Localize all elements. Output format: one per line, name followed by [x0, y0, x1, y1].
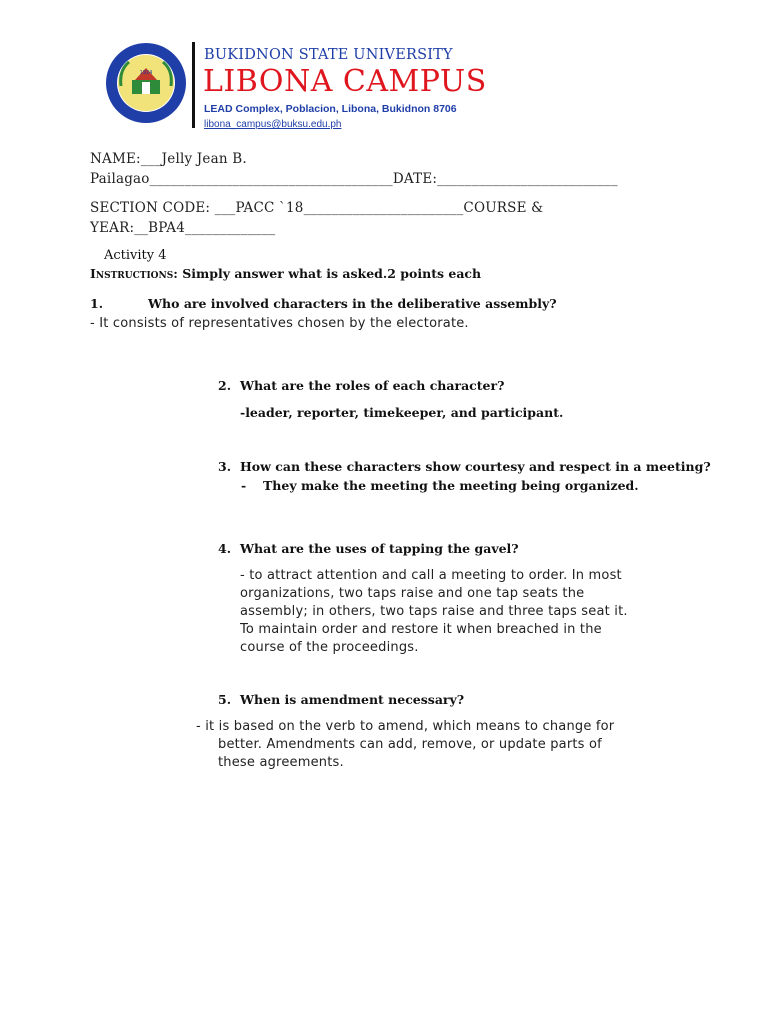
- question-2-text: What are the roles of each character?: [240, 378, 505, 393]
- name-date-field-line-2: Pailagao___________________________________DATE:__________________________: [90, 171, 618, 187]
- question-1-text: Who are involved characters in the deliberative assembly?: [148, 296, 557, 311]
- answer-4-line-1: - to attract attention and call a meeting to order. In most: [240, 568, 622, 583]
- question-5-text: When is amendment necessary?: [240, 692, 465, 707]
- answer-4-line-3: assembly; in others, two taps raise and three taps seat it.: [240, 604, 628, 619]
- seal-year: 1924: [139, 70, 153, 76]
- activity-title: Activity 4: [104, 248, 167, 263]
- instructions-text: Simply answer what is asked.2 points each: [177, 266, 482, 281]
- answer-5-line-1: - it is based on the verb to amend, which means to change for: [196, 719, 615, 734]
- answer-4-line-4: To maintain order and restore it when breached in the: [240, 622, 602, 637]
- question-5-number: 5.: [218, 692, 232, 707]
- question-1-number: 1.: [90, 296, 104, 311]
- question-2-number: 2.: [218, 378, 232, 393]
- answer-4-line-5: course of the proceedings.: [240, 640, 419, 655]
- year-field-line-2: YEAR:__BPA4_____________: [90, 220, 276, 236]
- answer-4-line-2: organizations, two taps raise and one tap seats the: [240, 586, 585, 601]
- university-name: BUKIDNON STATE UNIVERSITY: [204, 47, 453, 63]
- instructions-label: Instructions:: [90, 266, 178, 281]
- name-field-line-1: NAME:___Jelly Jean B.: [90, 151, 247, 167]
- answer-2-text: -leader, reporter, timekeeper, and participant.: [240, 405, 564, 420]
- header-divider: [192, 42, 195, 128]
- campus-name: LIBONA CAMPUS: [203, 64, 487, 99]
- question-3-text: How can these characters show courtesy and respect in a meeting?: [240, 459, 711, 474]
- instructions: [90, 266, 481, 281]
- question-4-number: 4.: [218, 541, 232, 556]
- answer-1-text: - It consists of representatives chosen by the electorate.: [90, 316, 469, 331]
- campus-address: LEAD Complex, Poblacion, Libona, Bukidnon 8706: [204, 103, 457, 115]
- answer-3-bullet: -: [241, 478, 247, 493]
- answer-5-line-3: these agreements.: [218, 755, 344, 770]
- university-seal-logo: [105, 42, 187, 124]
- section-course-field-line-1: SECTION CODE: ___PACC `18_______________________COURSE &: [90, 200, 544, 216]
- answer-3-text: They make the meeting the meeting being organized.: [263, 478, 639, 493]
- question-4-text: What are the uses of tapping the gavel?: [240, 541, 519, 556]
- answer-5-line-2: better. Amendments can add, remove, or update parts of: [218, 737, 602, 752]
- question-3-number: 3.: [218, 459, 232, 474]
- campus-email-link[interactable]: libona_campus@buksu.edu.ph: [204, 119, 342, 130]
